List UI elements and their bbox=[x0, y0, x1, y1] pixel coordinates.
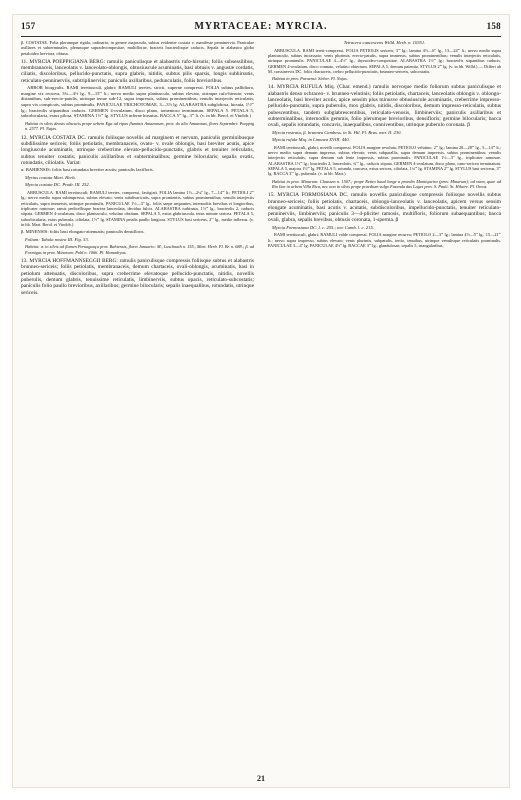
paragraph: Myrcia costata DC. Prodr. III. 252. bbox=[25, 182, 90, 188]
species-heading: 15. MYRCIA FORMOSIANA DC. ramulis novellis paniculisque compressis foliisque novellis subtus brunneo-sericeis; foliis petiolatis, chartaceis, oblongo-lanceolatis v. lanceolatis, apicem versus sensim elongate acuminatis, basi acutis v. acutatis, subdiscoloribus, impellucido-punctatis, tenuiter reticulato-penninerviis, limbinerviis; paniculis 3—4-pliciter ramosis, multifloris, foliorum subaequantibus; bacca ovali, glabra, sepalis brevibus, obtusis coronata, 1-sperma. β bbox=[268, 192, 501, 224]
left-column bbox=[21, 40, 254, 770]
paragraph: β. COSTATAE. Folia plerumque rigida, ordinaria, in genere majuscula, subtus evidenter costata v. manifeste penninervia. Paniculae axillares et subterminales, plerumque supradecompositae, multiflorae, bracteis bracteolisque caducis. Sepala in alabastro globo petaloideo breviora, obtusa. bbox=[21, 40, 254, 56]
paragraph: ARBUSCULA. RAMI teretiusculi; RAMULI teretes, compressi, fastigiati. FOLIA lamina 1½—2¼'' lg., 7—14''' lt.; PETIOLI 2''' lg.; nervo medio supra subimpresso, subtus elevato; venis subdivaricatis, supra promientis, subtus prominentibus; venulis interjectis reticulatis, supra immersis, utrinque prominulis. PANICULAE 1½—3'' lg., foliis saepe aequantes, internodiis brevibus et longioribus, triplicater ramosae; ramis pedicellisque bractea lanceolata, decidua fulcis. ALABASTRA turbinata, 1½''' lg., bracteolis 2, caducis stipata. GERMEN 4-ovulatum, disco planiusculo, velutino obsitum. SEPALA 5, extus glabriuscula, intus minute sericea. PETALA 5, suborbicularia, extus puberula, ciliolata, 1½''' lg. STAMINA petalis paullo longiora. STYLUS basi sericeus, 2''' lg., medio inflexus. (v. in hb. Mart. Berol. et Vindob.) bbox=[21, 190, 254, 227]
signature-mark: 21 bbox=[257, 774, 265, 783]
paragraph: Habitat in prov. Minarum: Claussen n. 1507.; prope Retiro haud longe a praedio Mantiqueira (prov. Minarum); ad viam, quae ad Rio Itar in urbem Villa Rica, nec non in silvis prope praedium vulgo Fazenda das Lages prov. S. Pauli: St. Hilaire. Pl. Oreas. bbox=[272, 178, 501, 189]
paragraph: Myrcia rostrata, β. brunnea Cambess. in St. Hil. Fl. Bras. mer. II. 230. bbox=[272, 129, 402, 135]
paragraph: RAMI teretiusculi, glabri; RAMULI valde compressi. FOLIA margine recurva; PETIOLO 2—3''' lg.; lamina 4½—5'' lg., 15—21''' lt.; nervo supra impresso, subtus elevato; venis plurimis, subpatulis, tertio, tenuibus, utrinque venulisque reticulatis prominulis. PANICULAE 3—4'' lg. PANICULAE 4½'' lg. BACCAE 3''' lg., glandulosae, sepalis 5, triangularibus, bbox=[268, 232, 501, 248]
paragraph: Habitat in prov. Paraensi: Sieber. Pl. Najas. bbox=[272, 76, 348, 82]
paragraph: β. MINENSIS: foliis basi elongato-attenuatis; paniculis densifloris. bbox=[21, 229, 145, 235]
page-number-right: 158 bbox=[486, 21, 501, 31]
paragraph: Folium: Tabula nostra III. Fig. 53. bbox=[25, 236, 89, 242]
paragraph: α. BAHIENSIS: foliis basi rotundata breviter acutis; paniculis laxifloris. bbox=[21, 167, 154, 173]
paragraph: Habitat: α. in silvis ad flumen Peruaguaçu prov. Bahiensis, floret Januario: M., Luschnath n. 155., Mart. Herb. Fl. Br. n. 688.; β. ad Formigas in prov. Minarum: Pohl n. 1066. Pl. Hamadryas. bbox=[25, 244, 254, 255]
paragraph: Myrcia Formosiana DC. l. c. 255.; nec Camb. l. c. 215. bbox=[272, 224, 374, 230]
running-title: MYRTACEAE: MYRCIA. bbox=[194, 21, 328, 32]
species-heading: 12. MYRCIA COSTATA DC. ramulis foliisque novellis ad marginem et nervum, paniculis germinibusque subdilissime sericeis; foliis petiolatis, membranaceis, ovato- v. ovale oblongis, basi breviter acutis, apice longiuscule acuminatis, utrinque creberrime elevato-pellucido-punctatis, glabris et tenuiter reticulatis, subtus tenuiter costatis; paniculis axillaribus et subterminalibus; germine bilocularis; sepalis ovatis, rotundatis, ciliolatis. Variat: bbox=[21, 134, 254, 166]
species-heading: 11. MYRCIA POEPPIGIANA BERG: ramulis paniculisque et alabastris rufo-hirsutis; foliis subsessilibus, membranaceis, lanceolatis v. lanceolato-oblongis, obtusiuscule acuminatis, basi obtusis v. angustæ cordatis, ciliatis, discoloribus, pellucido-punctatis, supra glabris, nitidis, subtus pilis sparsis, longis subhirsutis, reticulato-penninerviis, subtriplinerviis; paniculis axillaribus, pedunculatis, foliis brevioribus. bbox=[21, 58, 254, 84]
paragraph: Myrtus costata Mart. Herb. bbox=[25, 174, 76, 180]
header-rule bbox=[21, 36, 501, 37]
species-heading: 14. MYRCIA RUFULA Miq. (Char. emend.) ramulis nervoque medio foliorum subtus paniculisque et alabastris denso ochraceo- v. brunneo-velutinis; foliis petiolatis, chartaceis, lanceolatis oblongis v. oblongo-lanceolatis, basi breviter acutis, apice sensim plus minusve obtusiuscule acuminatis, creberrime impresso-pellucido-punctatis, supra puberulis, mox glabris, nitidis, discoloribus, demum impresso-reticulatis, subtus pubescentibus, tandem subglabrescentibus, reticulato-venosis, limbinerviis; paniculis axillaribus et subterminalibus, internodiis gemmis, folio plerumque brevioribus, densifloris; germine bilocularis; bacca ovali, sepalis rotundatis, concavis, inaequalibus, conniventibus, utrinque puberulo coronata. β bbox=[268, 84, 501, 129]
paragraph: Myrcia rufula Miq. in Linnaea XVIII. 440. bbox=[272, 137, 350, 143]
page-number-left: 157 bbox=[21, 21, 36, 31]
species-heading: 13. MYRCIA HOFFMANNSEGGII BERG: ramulis paniculisque compressis foliisque subtus et alabastris brunneo-sericeis; foliis petiolatis, membranaceis, demum chartaceis, ovali-oblongis, acuminatis, basi in petiolum attenuatis, discoloribus, supra creberrime elevatoque pellucido-punctatis, nitidis, novellis puberulis, demum glabris, tenuissime reticulatis, limbinerviis, subtus opacis, reticulato-subcostatis; paniculis folio paullo brevioribus, axillaribus; germine bilocularis; sepalis inaequalibus, rotundatis, utrinque sericeis. bbox=[21, 258, 254, 296]
running-header bbox=[21, 21, 501, 35]
right-column bbox=[268, 40, 501, 770]
paragraph: Tetracera cancescens Willd. Herb. n. 10351. bbox=[343, 40, 426, 45]
paragraph: Habitat in silvis densis obscuris prope urbem Ega ad ripas fluminis Amazonum, prov. do alto Amazonas, floret Septembri: Poeppig n. 2577. Pl. Najas. bbox=[25, 121, 254, 132]
paragraph: RAMI teretiusculi, glabri; novelli compressi. FOLIA margine revoluta; PETIOLO velutino, 2''' lg.; lamina 20—28''' lg., 5—14''' lt.; nervo medio supra demum impresso, subtus elevato; venis subparallis, supra demum impressis, subtus prominentibus; venulis interjectis reticulatis, supra demum sub lente impressis, subtus prominulis. PANICULAE 1½—3'' lg., triplicater ramosae. ALABASTRA 1½''' lg.; bracteolis 2, lanceolatis, ¾''' lg., caducis stipata. GERMEN 4-ovulatum, disco plano, cano-sericeo terminatum. SEPALA 5, majora 1½''' lg. PETALA 5, rotunda, concava, extus sericea, ciliolata, 1¼''' lg. STAMINA 2''' lg. STYLUS basi sericeus, 3''' lg. BACCA 3''' lg., puberula. (v. in hb. Mart.) bbox=[268, 144, 501, 177]
paragraph: ARBUSCULA. RAMI tereti-compressi. FOLIA PETIOLIS sericeis, 3''' lg.; lamina 4½—6'' lg., 13—24''' lt.; nervo medio supra planiusculo, subtus incrassato; venis plurimis, erecto-patulis, supra immersis, subtus prominentibus; venulis interjectis reticulatis, utrinque prominulis. PANICULAE 4—4½'' lg., thyrsoideo-compositae. ALABASTRA 1½''' lg.; bracteolis stipantibus caducis. GERMEN 4-ovulatum, disco connato, velutino obtectum. SEPALA 5, demum patentia. STYLUS 2''' lg. (v. in hb. Willd.) — Differt ab M. crassinervis DC. foliis chartaceis, crebro pellucido-punctatis, brunneo-sericeis, subcostatis. bbox=[268, 47, 501, 74]
page-scan bbox=[12, 14, 510, 788]
paragraph: ARBOR biorgyalis. RAMI teretiusculi, glabri; RAMULI teretes, stricti, superne compressi. FOLIA subtus pallidiora, margine vix recurva, 3¾—4½ lg., 9—15''' lt.; nervo medio supra planiusculo, subtus elevato, utrinque rufo-hirsuto; venis distantibus, sub-erecto-patulis, utrinque tenue sub-12, supra impressis, subtus prominentibus; venulis interjectis reticulatis, supra vix conspicuis, subtus prominulis. PANICULAE TRICHOTOMAE, 3—3½ lg. ALABASTRA subglobosa, hirsuta, 1½''' lg.; bracteolis stipantibus caducis. GERMEN 4-ovulatum, disco plano, tomentoso terminatum. SEPALA 5. PETALA 5, suborbicularia, extus pilosa. STAMINA 1½''' lg. STYLUS inferne hirsutus. BACCA 5''' lg., 3''' lt. (v. in hb. Berol. et Vindob.) bbox=[21, 85, 254, 119]
